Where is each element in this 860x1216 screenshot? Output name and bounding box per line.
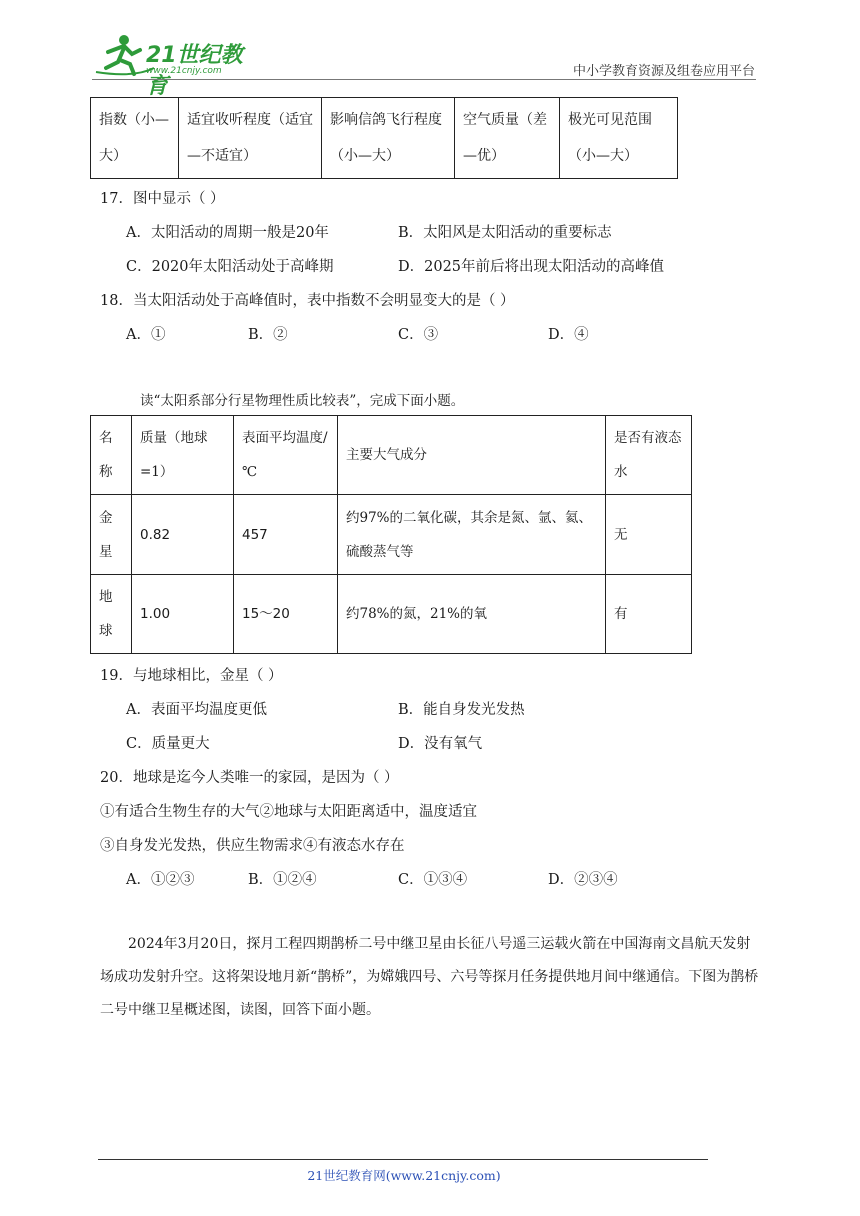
table-cell: 影响信鸽飞行程度（小—大） bbox=[322, 98, 455, 179]
table-cell: 15～20 bbox=[234, 575, 338, 654]
table-header-cell: 名称 bbox=[91, 416, 132, 495]
table-cell: 金星 bbox=[91, 495, 132, 575]
table-cell: 0.82 bbox=[132, 495, 234, 575]
header-divider bbox=[92, 79, 756, 80]
table-header-cell: 质量（地球=1） bbox=[132, 416, 234, 495]
q19-option-c[interactable]: C．质量更大 bbox=[126, 736, 210, 752]
q20-option-a[interactable]: A．①②③ bbox=[126, 872, 195, 888]
table-cell: 有 bbox=[606, 575, 692, 654]
site-logo bbox=[94, 32, 264, 99]
intro-text: 读“太阳系部分行星物理性质比较表”，完成下面小题。 bbox=[140, 393, 465, 409]
q19-option-b[interactable]: B．能自身发光发热 bbox=[398, 702, 525, 718]
q20-option-c[interactable]: C．①③④ bbox=[398, 872, 468, 888]
table-cell: 空气质量（差—优） bbox=[455, 98, 560, 179]
logo-text: 21世纪教育 bbox=[146, 43, 243, 99]
q18-option-c[interactable]: C．③ bbox=[398, 327, 439, 343]
table-header-cell: 是否有液态水 bbox=[606, 416, 692, 495]
table-header-cell: 主要大气成分 bbox=[338, 416, 606, 495]
q17-option-d[interactable]: D．2025年前后将出现太阳活动的高峰值 bbox=[398, 259, 665, 275]
table-cell: 适宜收听程度（适宜—不适宜） bbox=[179, 98, 322, 179]
q18-option-b[interactable]: B．② bbox=[248, 327, 288, 343]
q17-option-c[interactable]: C．2020年太阳活动处于高峰期 bbox=[126, 259, 334, 275]
table-header-row bbox=[91, 416, 692, 495]
question-17-stem: 17．图中显示（ ） bbox=[100, 191, 225, 207]
q20-statements-line2: ③自身发光发热，供应生物需求④有液态水存在 bbox=[100, 838, 405, 854]
planet-table bbox=[90, 415, 692, 654]
question-20-stem: 20．地球是迄今人类唯一的家园，是因为（ ） bbox=[100, 770, 399, 786]
q18-option-d[interactable]: D．④ bbox=[548, 327, 589, 343]
table-row bbox=[91, 98, 678, 179]
q20-statements-line1: ①有适合生物生存的大气②地球与太阳距离适中，温度适宜 bbox=[100, 804, 477, 820]
table-cell: 无 bbox=[606, 495, 692, 575]
q17-option-b[interactable]: B．太阳风是太阳活动的重要标志 bbox=[398, 225, 612, 241]
table-cell: 约97%的二氧化碳，其余是氮、氩、氦、硫酸蒸气等 bbox=[338, 495, 606, 575]
index-table bbox=[90, 97, 678, 179]
question-18-stem: 18．当太阳活动处于高峰值时，表中指数不会明显变大的是（ ） bbox=[100, 293, 515, 309]
q20-option-b[interactable]: B．①②④ bbox=[248, 872, 317, 888]
table-row bbox=[91, 575, 692, 654]
table-cell: 457 bbox=[234, 495, 338, 575]
q19-option-a[interactable]: A．表面平均温度更低 bbox=[126, 702, 267, 718]
logo-url: www.21cnjy.com bbox=[146, 66, 222, 76]
table-cell: 约78%的氮，21%的氧 bbox=[338, 575, 606, 654]
table-header-cell: 表面平均温度/℃ bbox=[234, 416, 338, 495]
q17-option-a[interactable]: A．太阳活动的周期一般是20年 bbox=[126, 225, 329, 241]
table-cell: 指数（小—大） bbox=[91, 98, 179, 179]
footer-divider bbox=[98, 1159, 708, 1160]
question-19-stem: 19．与地球相比，金星（ ） bbox=[100, 668, 283, 684]
header-platform-text: 中小学教育资源及组卷应用平台 bbox=[572, 64, 755, 79]
table-cell: 极光可见范围（小—大） bbox=[560, 98, 678, 179]
q18-option-a[interactable]: A．① bbox=[126, 327, 166, 343]
reading-passage: 2024年3月20日，探月工程四期鹊桥二号中继卫星由长征八号遥三运载火箭在中国海南文昌航天发射场成功发射升空。这将架设地月新“鹊桥”，为嫦娥四号、六号等探月任务提供地月间中继通信。下图为鹊桥二号中继卫星概述图，读图，回答下面小题。 bbox=[100, 936, 759, 1018]
table-cell: 1.00 bbox=[132, 575, 234, 654]
q19-option-d[interactable]: D．没有氧气 bbox=[398, 736, 483, 752]
footer-link[interactable]: 21世纪教育网(www.21cnjy.com) bbox=[307, 1168, 501, 1183]
q20-option-d[interactable]: D．②③④ bbox=[548, 872, 618, 888]
table-row bbox=[91, 495, 692, 575]
table-cell: 地球 bbox=[91, 575, 132, 654]
